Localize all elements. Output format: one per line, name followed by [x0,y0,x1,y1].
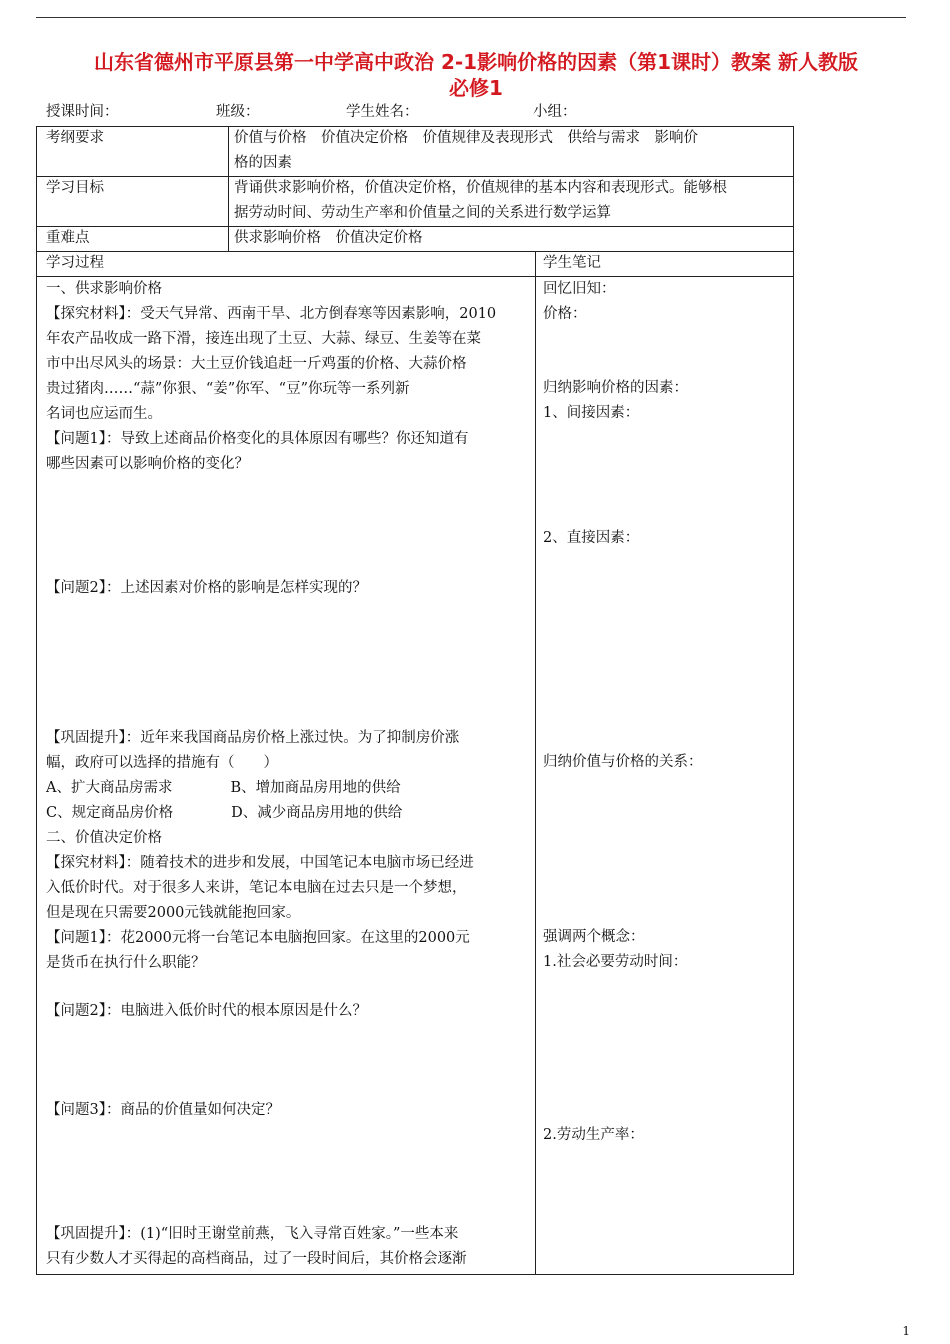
row-label-requirements: 考纲要求 [46,130,104,146]
notes-recall [543,277,616,327]
page-number: 1 [902,1324,910,1338]
row-label-goals: 学习目标 [46,180,104,196]
process-question-2b [46,999,367,1024]
text-line: 【探究材料】：受天气异常、西南干旱、北方倒春寒等因素影响，2010 [46,306,497,322]
process-header: 学习过程 [46,255,104,271]
row-content-requirements [234,126,698,176]
text-line: 价格： [543,306,587,322]
section-heading: 一、供求影响价格 [46,281,162,297]
document-title [40,49,912,101]
column-divider [535,251,536,1275]
row-content-keypoints [234,226,423,251]
question-line: 【问题2】：电脑进入低价时代的根本原因是什么？ [46,1003,367,1019]
text-line: 只有少数人才买得起的高档商品，过了一段时间后，其价格会逐渐 [46,1251,467,1267]
text-line: 贵过猪肉……“蒜”你狠、“姜”你军、“豆”你玩等一系列新 [46,381,410,397]
meta-student: 学生姓名： [346,104,419,120]
text-line: 1.社会必要劳动时间： [543,954,688,970]
question-line: 是货币在执行什么职能？ [46,955,206,971]
meta-time: 授课时间： [46,104,119,120]
process-block-consolidation-2 [46,1222,467,1272]
text-line: 供求影响价格 价值决定价格 [234,230,423,246]
notes-direct-factors [543,526,639,551]
text-line: 格的因素 [234,155,292,171]
text-line: 年农产品收成一路下滑，接连出现了土豆、大蒜、绿豆、生姜等在菜 [46,331,481,347]
option-line: C、规定商品房价格 D、减少商品房用地的供给 [46,805,403,821]
text-line: 1、间接因素： [543,405,640,421]
text-line: 强调两个概念： [543,929,645,945]
text-line: 幅，政府可以选择的措施有（ ） [46,755,278,771]
text-line: 名词也应运而生。 [46,406,162,422]
notes-price-factors [543,376,688,426]
text-line: 【巩固提升】：近年来我国商品房价格上涨过快。为了抑制房价涨 [46,730,460,746]
text-line: 价值与价格 价值决定价格 价值规律及表现形式 供给与需求 影响价 [234,130,698,146]
text-line: 市中出尽风头的场景：大土豆价钱追赶一斤鸡蛋的价格、大蒜价格 [46,356,467,372]
row-content-goals [234,176,727,226]
text-line: 入低价时代。对于很多人来讲，笔记本电脑在过去只是一个梦想， [46,880,467,896]
question-line: 哪些因素可以影响价格的变化？ [46,456,249,472]
process-question-2a [46,576,367,601]
notes-concepts [543,925,687,975]
text-line: 2、直接因素： [543,530,640,546]
process-block-consolidation [46,726,474,976]
option-line: A、扩大商品房需求 B、增加商品房用地的供给 [46,780,401,796]
text-line: 2.劳动生产率： [543,1127,644,1143]
text-line: 背诵供求影响价格，价值决定价格，价值规律的基本内容和表现形式。能够根 [234,180,727,196]
notes-header: 学生笔记 [543,255,601,271]
text-line: 归纳价值与价格的关系： [543,754,703,770]
text-line: 据劳动时间、劳动生产率和价值量之间的关系进行数学运算 [234,205,611,221]
section-heading: 二、价值决定价格 [46,830,162,846]
meta-group: 小组： [533,104,577,120]
text-line: 【探究材料】：随着技术的进步和发展，中国笔记本电脑市场已经进 [46,855,474,871]
question-line: 【问题2】：上述因素对价格的影响是怎样实现的？ [46,580,367,596]
text-line: 回忆旧知： [543,281,616,297]
notes-value-price [543,750,703,775]
top-rule [36,17,906,18]
question-line: 【问题3】：商品的价值量如何决定？ [46,1102,280,1118]
title-line-2: 必修1 [449,76,503,100]
question-line: 【问题1】：导致上述商品价格变化的具体原因有哪些？你还知道有 [46,431,469,447]
row-label-keypoints: 重难点 [46,230,90,246]
notes-productivity [543,1123,644,1148]
process-question-3 [46,1098,280,1123]
text-line: 但是现在只需要2000元钱就能抱回家。 [46,905,301,921]
meta-class: 班级： [216,104,260,120]
question-line: 【问题1】：花2000元将一台笔记本电脑抱回家。在这里的2000元 [46,930,470,946]
title-line-1: 山东省德州市平原县第一中学高中政治 2-1影响价格的因素（第1课时）教案 新人教版 [94,50,858,74]
text-line: 归纳影响价格的因素： [543,380,688,396]
process-block-supply-demand [46,277,496,477]
row-divider-3 [36,251,794,252]
text-line: 【巩固提升】：(1)“旧时王谢堂前燕，飞入寻常百姓家。”一些本来 [46,1226,459,1242]
label-divider [228,126,229,251]
